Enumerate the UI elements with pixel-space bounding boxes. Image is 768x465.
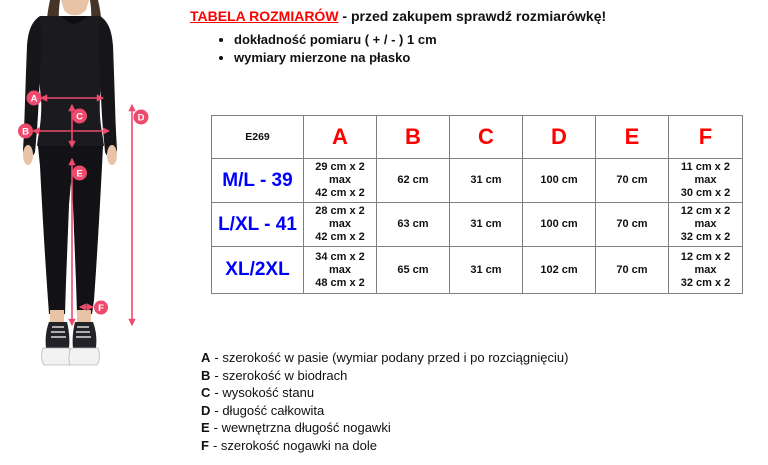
column-header-c: C: [450, 116, 523, 159]
cell-lxl-f: 12 cm x 2 max 32 cm x 2: [669, 203, 743, 247]
cell-ml-e: 70 cm: [596, 159, 669, 203]
cell-xl2xl-d: 102 cm: [523, 247, 596, 294]
header-bullet-list: [190, 31, 760, 67]
marker-f-label: F: [98, 302, 104, 314]
table-row-ml: [212, 159, 743, 203]
size-label-xl2xl: XL/2XL: [212, 247, 304, 294]
cell-ml-c: 31 cm: [450, 159, 523, 203]
marker-b-label: B: [22, 126, 29, 138]
leggings: [38, 146, 103, 314]
marker-e-label: E: [76, 168, 83, 180]
model-photo: [0, 0, 190, 460]
sneaker-right-upper: [73, 322, 97, 348]
cell-xl2xl-b: 65 cm: [377, 247, 450, 294]
model-hand-left: [23, 145, 33, 165]
model-code-cell: E269: [212, 116, 304, 159]
cell-lxl-a: 28 cm x 2 max 42 cm x 2: [304, 203, 377, 247]
model-ankle-left: [50, 310, 64, 324]
cell-lxl-c: 31 cm: [450, 203, 523, 247]
legend-item-f: F - szerokość nogawki na dole: [201, 437, 377, 453]
cell-xl2xl-c: 31 cm: [450, 247, 523, 294]
cell-ml-a: 29 cm x 2 max 42 cm x 2: [304, 159, 377, 203]
measurement-legend: [201, 349, 568, 454]
model-ankle-right: [77, 310, 91, 324]
legend-item-e: E - wewnętrzna długość nogawki: [201, 420, 391, 435]
marker-c-label: C: [76, 111, 83, 123]
cell-xl2xl-e: 70 cm: [596, 247, 669, 294]
cell-ml-d: 100 cm: [523, 159, 596, 203]
page-title: [190, 8, 760, 26]
header-block: [190, 8, 760, 67]
column-header-d: D: [523, 116, 596, 159]
size-table: [211, 115, 743, 294]
table-row-lxl: [212, 203, 743, 247]
cell-lxl-d: 100 cm: [523, 203, 596, 247]
model-neck: [61, 0, 89, 15]
legend-item-a: A - szerokość w pasie (wymiar podany przed i po rozciągnięciu): [201, 350, 569, 365]
cell-xl2xl-a: 34 cm x 2 max 48 cm x 2: [304, 247, 377, 294]
cell-lxl-e: 70 cm: [596, 203, 669, 247]
cell-ml-f: 11 cm x 2 max 30 cm x 2: [669, 159, 743, 203]
page-title-highlight: TABELA ROZMIARÓW: [190, 8, 339, 24]
sneaker-left-sole: [42, 348, 72, 365]
sweater-torso: [37, 16, 104, 146]
size-label-ml: M/L - 39: [212, 159, 304, 203]
column-header-f: F: [669, 116, 743, 159]
page-title-rest: - przed zakupem sprawdź rozmiarówkę!: [338, 8, 607, 24]
sneaker-left-upper: [46, 322, 70, 348]
cell-lxl-b: 63 cm: [377, 203, 450, 247]
column-header-e: E: [596, 116, 669, 159]
table-row-xl2xl: [212, 247, 743, 294]
cell-ml-b: 62 cm: [377, 159, 450, 203]
column-header-a: A: [304, 116, 377, 159]
marker-d-label: D: [137, 112, 145, 124]
measurement-diagram: [0, 0, 190, 460]
legend-item-d: D - długość całkowita: [201, 402, 325, 418]
size-label-lxl: L/XL - 41: [212, 203, 304, 247]
size-table-header-row: [212, 116, 743, 159]
bullet-flat-measure: • wymiary mierzone na płasko: [234, 49, 760, 67]
marker-a-label: A: [30, 93, 38, 105]
column-header-b: B: [377, 116, 450, 159]
model-hand-right: [107, 145, 117, 165]
sneaker-right-sole: [69, 348, 99, 365]
legend-item-c: C - wysokość stanu: [201, 385, 315, 400]
bullet-measure-accuracy: • dokładność pomiaru ( + / - ) 1 cm: [234, 31, 760, 49]
cell-xl2xl-f: 12 cm x 2 max 32 cm x 2: [669, 247, 743, 294]
legend-item-b: B - szerokość w biodrach: [201, 367, 348, 383]
